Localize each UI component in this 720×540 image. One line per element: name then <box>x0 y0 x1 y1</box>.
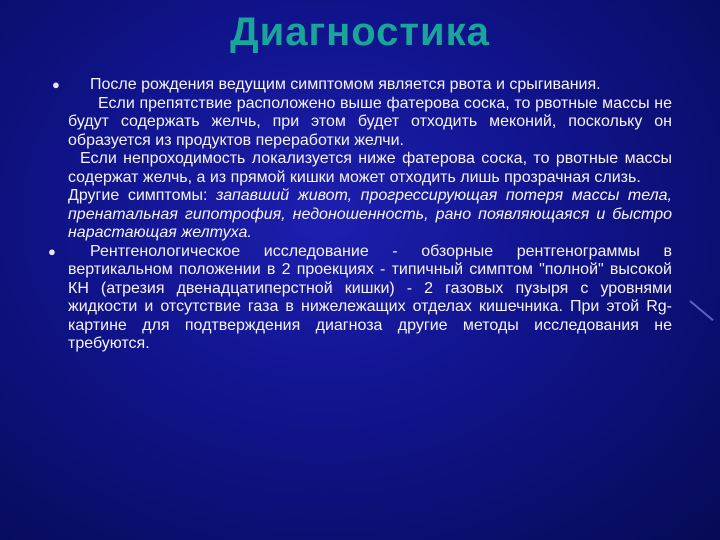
slide-content <box>48 76 672 354</box>
decorative-line <box>689 300 713 321</box>
paragraph-text: После рождения ведущим симптомом является рвота и срыгивания. <box>90 76 601 93</box>
paragraph-text: Рентгенологическое исследование - обзорные рентгенограммы в вертикальном положении в 2 проекциях - типичный симптом "полной" высокой КН (атрезия двенадцатиперстной кишки) - 2 газовых пузыря с уровнями жидкости и отсутствие газа в нижележащих отделах кишечника. При этой Rg-картине для подтверждения диагноза другие методы исследования не требуются. <box>68 242 672 352</box>
paragraph-above-papilla: Если препятствие расположено выше фатерова соска, то рвотные массы не будут содержать желчь, при этом будет отходить меконий, поскольку он образуется из продуктов переработки желчи. <box>68 94 672 149</box>
bullet-icon: ● <box>52 77 60 92</box>
other-symptoms-label: Другие симптомы: <box>68 187 216 204</box>
paragraph-other-symptoms <box>52 187 672 243</box>
bullet-icon: ● <box>48 243 56 259</box>
page-title: Диагностика <box>230 10 490 54</box>
paragraph-xray <box>48 242 672 354</box>
paragraph-birth-symptoms <box>52 76 672 95</box>
paragraph-below-papilla: Если непроходимость локализуется ниже фатерова соска, то рвотные массы содержат желчь, а из прямой кишки может отходить лишь прозрачная слизь. <box>68 150 672 186</box>
other-symptoms-list: запавший живот, прогрессирующая потеря массы тела, пренатальная гипотрофия, недоношенность, рано появляющаяся и быстро нарастающая желтуха. <box>68 187 672 241</box>
